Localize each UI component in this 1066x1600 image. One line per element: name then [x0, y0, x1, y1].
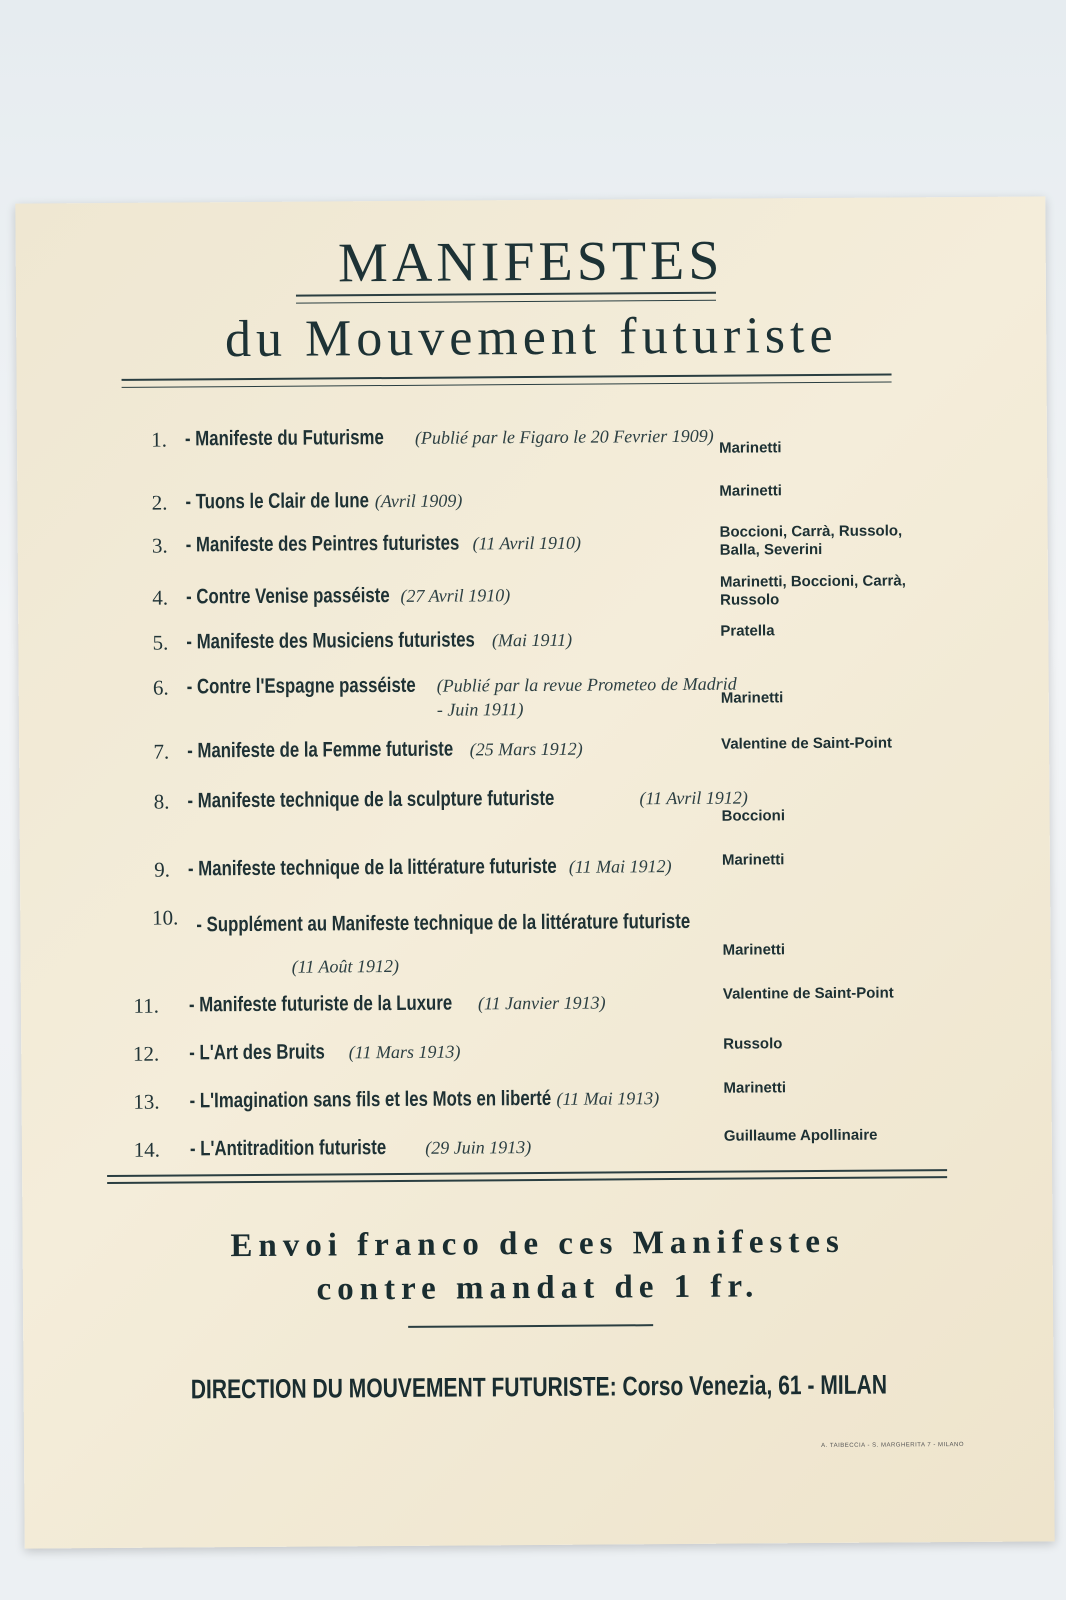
- list-item: [112, 1126, 1012, 1162]
- direction-text: DIRECTION DU MOUVEMENT FUTURISTE: Corso Venezia, 61 - MILAN: [190, 1369, 887, 1405]
- list-item: [111, 984, 1011, 1018]
- list-item: [111, 1035, 1011, 1066]
- item-number: 12.: [132, 1041, 160, 1066]
- item-author: Boccioni, Carrà, Russolo, Balla, Severini: [719, 522, 903, 559]
- item-date: (11 Mai 1912): [568, 856, 672, 877]
- item-title: - Manifeste futuriste de la Luxure: [188, 991, 453, 1017]
- item-author: Russolo: [723, 1035, 783, 1053]
- item-author: Boccioni: [721, 807, 786, 825]
- item-title: - Manifeste de la Femme futuriste: [187, 737, 454, 763]
- item-title: - Supplément au Manifeste technique de la littérature futuriste: [196, 909, 691, 937]
- list-bottom-rule: [107, 1169, 947, 1184]
- item-title: - Tuons le Clair de lune: [185, 489, 370, 514]
- item-number: 1.: [151, 427, 168, 452]
- item-date: (Mai 1911): [491, 629, 573, 651]
- item-date: (11 Mars 1913): [348, 1041, 461, 1063]
- item-title: - L'Imagination sans fils et les Mots en liberté: [189, 1086, 552, 1113]
- list-item: [108, 522, 1008, 559]
- item-number: 13.: [133, 1089, 160, 1114]
- item-number: 8.: [153, 789, 170, 814]
- list-item: [108, 572, 1008, 610]
- item-date: (11 Avril 1910): [472, 532, 582, 554]
- item-author: Valentine de Saint-Point: [721, 734, 893, 753]
- item-number: 9.: [154, 857, 171, 882]
- item-date: (27 Avril 1910): [400, 585, 511, 606]
- item-author: Guillaume Apollinaire: [723, 1126, 878, 1145]
- item-title: - L'Art des Bruits: [189, 1040, 325, 1065]
- list-item: [112, 1079, 1012, 1114]
- list-item: [109, 784, 1009, 825]
- item-number: 11.: [133, 993, 160, 1018]
- item-number: 7.: [153, 739, 170, 764]
- item-number: 6.: [152, 675, 169, 700]
- item-date: (11 Avril 1912): [639, 787, 748, 809]
- item-date: (25 Mars 1912): [469, 738, 583, 760]
- item-number: 4.: [152, 585, 169, 610]
- list-item: [107, 482, 1007, 515]
- item-title: - Manifeste du Futurisme: [184, 426, 384, 451]
- item-number: 5.: [152, 630, 169, 655]
- item-date: (29 Juin 1913): [425, 1137, 532, 1158]
- direction-address: [23, 1368, 1053, 1406]
- list-item: [108, 622, 1008, 655]
- item-number: 2.: [151, 490, 168, 515]
- list-item: [110, 900, 1010, 977]
- item-title: - Manifeste technique de la sculpture futuriste: [187, 786, 555, 813]
- item-date: (Publié par la revue Prometeo de Madrid - Juin 1911): [436, 673, 737, 720]
- envoi-notice: [22, 1218, 1053, 1313]
- item-date: (11 Août 1912): [291, 955, 400, 977]
- item-author: Marinetti: [723, 1079, 787, 1097]
- item-number: 14.: [133, 1137, 161, 1162]
- subtitle-rule: [122, 373, 892, 387]
- poster-title: MANIFESTES: [337, 229, 724, 295]
- item-author: Marinetti, Boccioni, Carrà, Russolo: [719, 572, 906, 609]
- printer-credit: A. TAIBECCIA - S. MARGHERITA 7 - MILANO: [821, 1442, 965, 1450]
- item-date: (11 Mai 1913): [556, 1088, 660, 1109]
- list-item: [109, 734, 1009, 764]
- item-author: Valentine de Saint-Point: [722, 984, 894, 1003]
- poster-subtitle: du Mouvement futuriste: [224, 306, 838, 369]
- item-author: Marinetti: [722, 941, 786, 959]
- item-title: - Manifeste des Musiciens futuristes: [186, 628, 475, 654]
- envoi-line-1: Envoi franco de ces Manifestes: [230, 1223, 845, 1265]
- item-author: Marinetti: [721, 851, 785, 869]
- item-date: (11 Janvier 1913): [477, 992, 606, 1014]
- title-rule: [296, 292, 716, 304]
- item-author: Marinetti: [718, 439, 782, 457]
- item-date: (Avril 1909): [374, 490, 463, 512]
- list-item: [110, 851, 1010, 882]
- item-title: - Manifeste des Peintres futuristes: [185, 531, 460, 557]
- manifesto-list: [107, 422, 1007, 1162]
- item-author: Pratella: [720, 622, 775, 640]
- item-number: 10.: [151, 905, 179, 930]
- item-title: - Manifeste technique de la littérature futuriste: [187, 854, 557, 881]
- item-author: Marinetti: [719, 482, 782, 500]
- list-item: [109, 670, 1009, 720]
- item-number: 3.: [151, 533, 168, 558]
- item-title: - Contre Venise passéiste: [185, 584, 390, 609]
- envoi-rule: [408, 1324, 653, 1328]
- item-title: - Contre l'Espagne passéiste: [186, 673, 416, 699]
- poster-sheet: [15, 196, 1054, 1548]
- item-author: Marinetti: [720, 689, 784, 707]
- list-item: [107, 422, 1007, 457]
- envoi-line-2: contre mandat de 1 fr.: [316, 1268, 760, 1308]
- item-date: (Publié par le Figaro le 20 Fevrier 1909): [414, 425, 714, 448]
- item-title: - L'Antitradition futuriste: [189, 1136, 387, 1161]
